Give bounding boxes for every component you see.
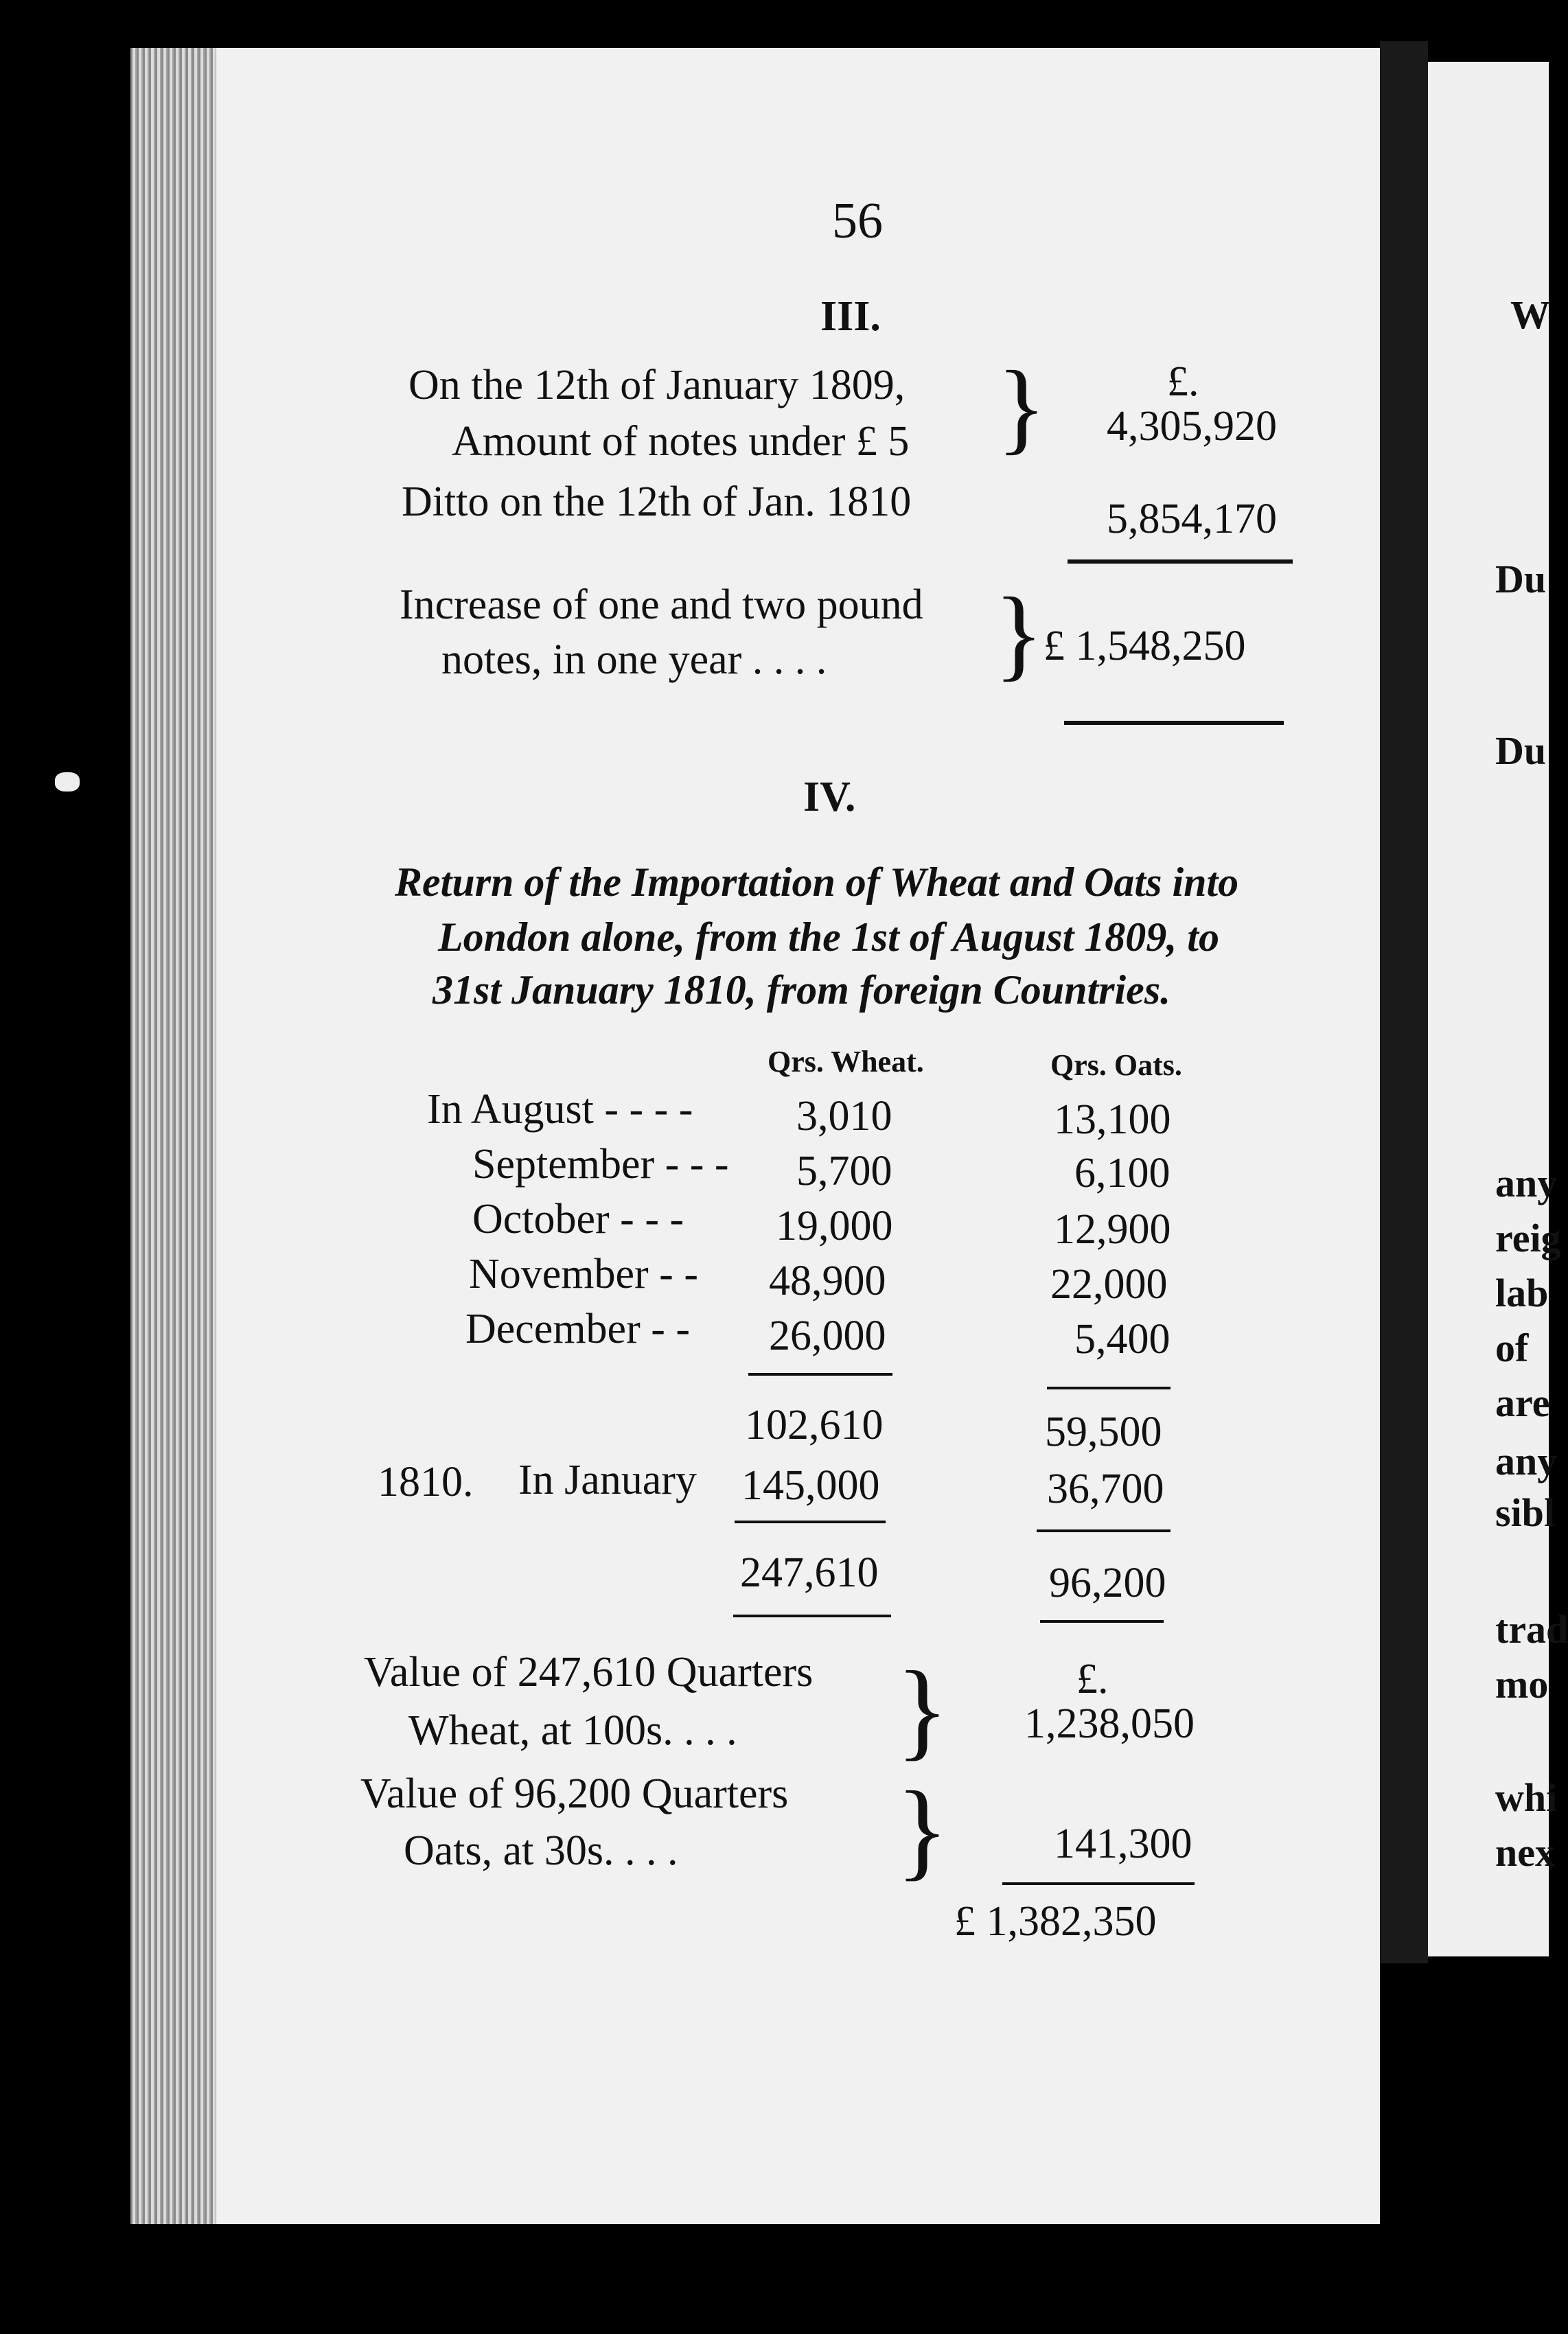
facing-text: mo	[1495, 1662, 1549, 1707]
divider	[733, 1615, 891, 1617]
divider	[1068, 559, 1293, 564]
january-oats: 36,700	[1047, 1466, 1164, 1512]
s3-increase-line-1: Increase of one and two pound	[400, 581, 923, 628]
row-oats: 6,100	[1074, 1150, 1171, 1197]
row-month: November - -	[469, 1251, 698, 1297]
facing-text: any	[1495, 1161, 1558, 1205]
row-month: In August - - - -	[427, 1086, 693, 1133]
row-wheat: 3,010	[796, 1093, 892, 1140]
value-2-line-1: Value of 96,200 Quarters	[360, 1770, 789, 1817]
brace-right: }	[896, 1648, 949, 1770]
speck	[55, 772, 80, 792]
facing-text: nex	[1495, 1830, 1555, 1875]
row-oats: 5,400	[1074, 1316, 1171, 1363]
row-month: December - -	[465, 1306, 691, 1352]
facing-text: are	[1495, 1380, 1550, 1425]
value-2-amount: 141,300	[1054, 1821, 1192, 1867]
brace-right: }	[997, 350, 1046, 464]
value-1-line-1: Value of 247,610 Quarters	[364, 1649, 814, 1696]
january-label: In January	[518, 1457, 697, 1503]
column-header-wheat: Qrs. Wheat.	[768, 1045, 924, 1078]
row-oats: 13,100	[1054, 1096, 1171, 1143]
facing-text: Du	[1495, 728, 1547, 773]
s4-title-line-3: 31st January 1810, from foreign Countries.	[433, 967, 1171, 1013]
s3-increase-line-2: notes, in one year . . . .	[441, 636, 827, 683]
facing-text: Du	[1495, 557, 1547, 601]
value-pound-header: £.	[1076, 1656, 1109, 1702]
facing-text: W	[1510, 292, 1550, 337]
subtotal-wheat: 102,610	[745, 1402, 884, 1448]
page-number: 56	[832, 193, 883, 249]
divider	[1040, 1620, 1164, 1623]
total-wheat: 247,610	[740, 1549, 879, 1596]
row-oats: 12,900	[1054, 1206, 1171, 1253]
s3-line-3: Ditto on the 12th of Jan. 1810	[402, 478, 912, 525]
value-1-amount: 1,238,050	[1024, 1700, 1195, 1747]
row-wheat: 48,900	[769, 1258, 886, 1304]
facing-text: whi	[1495, 1775, 1558, 1820]
row-wheat: 19,000	[776, 1203, 893, 1249]
row-oats: 22,000	[1050, 1261, 1168, 1308]
facing-text: reig	[1495, 1216, 1561, 1260]
row-wheat: 5,700	[796, 1148, 892, 1194]
january-wheat: 145,000	[741, 1462, 880, 1509]
total-oats: 96,200	[1049, 1560, 1166, 1606]
section-4-heading: IV.	[803, 774, 856, 820]
divider	[1037, 1529, 1171, 1532]
column-header-oats: Qrs. Oats.	[1050, 1048, 1182, 1082]
s3-line-2: Amount of notes under £ 5	[452, 418, 910, 465]
brace-right: }	[994, 577, 1044, 691]
s3-line-1: On the 12th of January 1809,	[408, 362, 906, 408]
book-gutter	[1380, 41, 1428, 1963]
s4-title-line-1: Return of the Importation of Wheat and Oats into	[395, 859, 1239, 905]
s3-pound-header: £.	[1167, 358, 1199, 405]
facing-text: sibl	[1495, 1490, 1556, 1535]
brace-right: }	[896, 1768, 949, 1891]
s3-amount-2: 5,854,170	[1107, 496, 1277, 542]
facing-text: any	[1495, 1439, 1558, 1483]
divider	[1002, 1882, 1195, 1885]
s4-title-line-2: London alone, from the 1st of August 1809, to	[438, 914, 1219, 960]
row-month: October - - -	[472, 1196, 684, 1243]
divider	[735, 1521, 886, 1523]
row-wheat: 26,000	[769, 1313, 886, 1359]
value-2-line-2: Oats, at 30s. . . .	[404, 1827, 678, 1874]
page-edges	[130, 48, 216, 2224]
january-year: 1810.	[378, 1459, 474, 1505]
facing-text: of	[1495, 1326, 1529, 1370]
divider	[1047, 1387, 1171, 1389]
section-3-heading: III.	[820, 293, 881, 340]
facing-text: lab	[1495, 1271, 1549, 1315]
s3-amount-1: 4,305,920	[1107, 403, 1277, 450]
value-1-line-2: Wheat, at 100s. . . .	[408, 1707, 737, 1754]
divider	[748, 1373, 892, 1376]
divider	[1064, 721, 1284, 725]
facing-text: trad	[1495, 1607, 1568, 1652]
subtotal-oats: 59,500	[1045, 1409, 1162, 1455]
s3-increase-amount: £ 1,548,250	[1044, 623, 1246, 669]
row-month: September - - -	[472, 1141, 729, 1188]
grand-total: £ 1,382,350	[954, 1898, 1157, 1945]
